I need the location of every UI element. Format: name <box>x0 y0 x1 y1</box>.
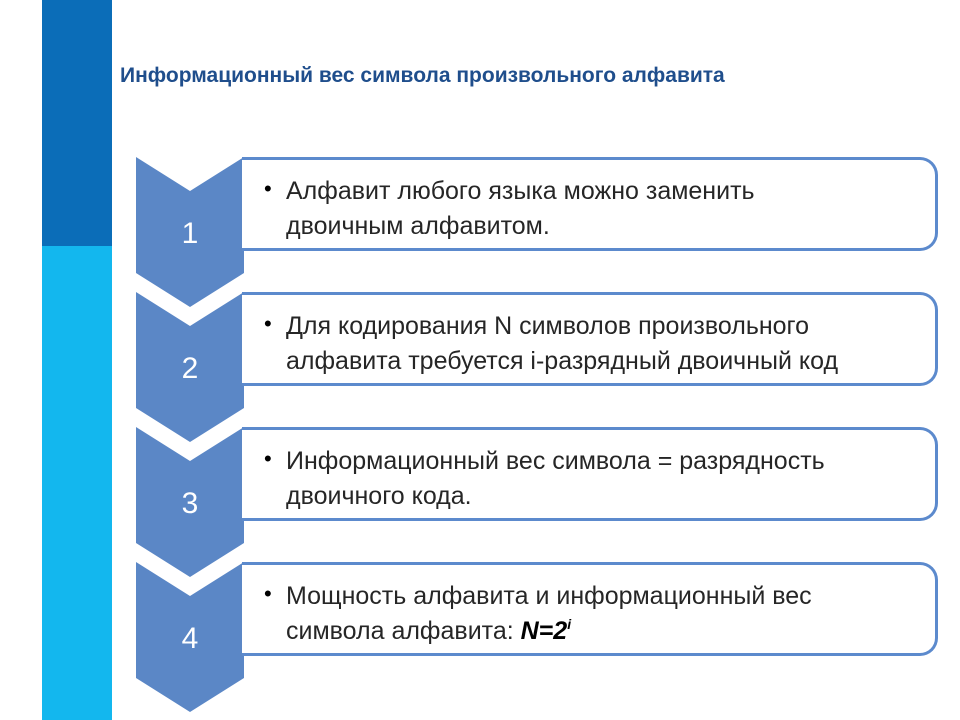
formula <box>521 617 571 645</box>
chevron-arrow <box>136 562 244 712</box>
step-number: 3 <box>181 487 199 520</box>
bullet-icon: • <box>264 581 272 606</box>
step-text <box>286 579 934 649</box>
process-step <box>136 157 944 307</box>
step-number: 2 <box>181 352 199 385</box>
step-box <box>242 292 938 386</box>
step-number: 4 <box>181 622 199 655</box>
step-text-line: Для кодирования N символов произвольного алфавита требуется i-разрядный двоичный код <box>286 312 839 375</box>
step-box <box>242 562 938 656</box>
bullet-icon: • <box>264 176 272 201</box>
bullet-icon: • <box>264 311 272 336</box>
process-step <box>136 427 944 577</box>
chevron-arrow <box>136 157 244 307</box>
step-text <box>286 309 934 379</box>
process-step <box>136 562 944 712</box>
chevron-arrow <box>136 292 244 442</box>
step-text-line: Алфавит любого языка можно заменить двоичным алфавитом. <box>286 177 755 240</box>
step-box <box>242 427 938 521</box>
formula-base: N=2 <box>520 617 568 645</box>
bullet-icon: • <box>264 446 272 471</box>
step-text-line: Мощность алфавита и информационный вес символа алфавита: <box>286 582 812 645</box>
step-text-line: Информационный вес символа = разрядность двоичного кода. <box>286 447 825 510</box>
chevron-arrow <box>136 427 244 577</box>
step-number: 1 <box>181 217 199 250</box>
step-box <box>242 157 938 251</box>
process-step <box>136 292 944 442</box>
step-text <box>286 174 934 244</box>
formula-exponent: i <box>567 616 572 632</box>
slide-title: Информационный вес символа произвольного алфавита <box>120 64 725 87</box>
step-text <box>286 444 934 514</box>
